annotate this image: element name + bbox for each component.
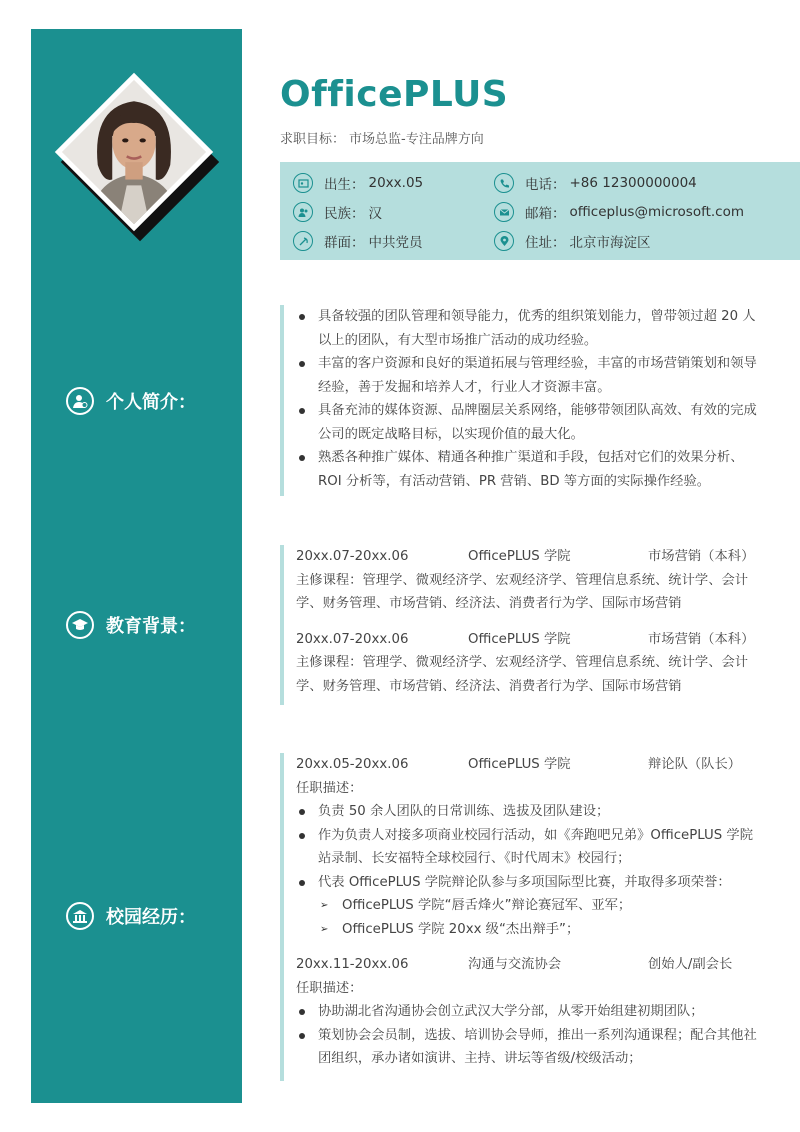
- phone-icon: [494, 173, 514, 193]
- contact-info-bar: [280, 162, 800, 260]
- applicant-name: OfficePLUS: [280, 74, 509, 115]
- avatar: [62, 80, 206, 224]
- profile-section-label: 个人简介：: [66, 387, 196, 415]
- list-item: 熟悉各种推广媒体、精通各种推广渠道和手段，包括对它们的效果分析、ROI 分析等，有活动营销、PR 营销、BD 等方面的实际操作经验。: [296, 446, 766, 493]
- location-icon: [494, 231, 514, 251]
- building-icon: [66, 902, 94, 930]
- profile-section: [280, 305, 770, 496]
- people-icon: [293, 202, 313, 222]
- graduation-cap-icon: [66, 611, 94, 639]
- campus-entry-header: 20xx.05-20xx.06 OfficePLUS 学院 辩论队（队长）: [296, 757, 742, 772]
- party-icon: [293, 231, 313, 251]
- campus-desc-label: 任职描述：: [296, 980, 363, 996]
- list-item: 具备充沛的媒体资源、品牌圈层关系网络，能够带领团队高效、有效的完成公司的既定战略目标，以实现价值的最大化。: [296, 399, 766, 446]
- education-section-label: 教育背景：: [66, 611, 196, 639]
- info-email: 邮箱： officeplus@microsoft.com: [494, 202, 744, 222]
- job-target: 求职目标： 市场总监-专注品牌方向: [280, 132, 484, 147]
- education-courses: 主修课程：管理学、微观经济学、宏观经济学、管理信息系统、统计学、会计学、财务管理、市场营销、经济法、消费者行为学、国际市场营销: [296, 572, 749, 611]
- mail-icon: [494, 202, 514, 222]
- education-courses: 主修课程：管理学、微观经济学、宏观经济学、管理信息系统、统计学、会计学、财务管理、市场营销、经济法、消费者行为学、国际市场营销: [296, 655, 749, 694]
- campus-section-label: 校园经历：: [66, 902, 196, 930]
- list-item: 代表 OfficePLUS 学院辩论队参与多项国际型比赛，并取得多项荣誉：: [296, 871, 766, 895]
- list-item: 负责 50 余人团队的日常训练、选拔及团队建设；: [296, 800, 766, 824]
- list-item: 具备较强的团队管理和领导能力，优秀的组织策划能力，曾带领过超 20 人以上的团队，有大型市场推广活动的成功经验。: [296, 305, 766, 352]
- list-item: 策划协会会员制，选拔、培训协会导师，推出一系列沟通课程；配合其他社团组织，承办诸如演讲、主持、讲坛等省级/校级活动；: [296, 1024, 766, 1071]
- list-item: 作为负责人对接多项商业校园行活动，如《奔跑吧兄弟》OfficePLUS 学院站录制、长安福特全球校园行、《时代周末》校园行；: [296, 824, 766, 871]
- education-entry-header: 20xx.07-20xx.06 OfficePLUS 学院 市场营销（本科）: [296, 549, 755, 564]
- campus-desc-label: 任职描述：: [296, 780, 363, 796]
- education-section: [280, 545, 770, 705]
- info-birth: 出生： 20xx.05: [293, 173, 423, 193]
- user-icon: [66, 387, 94, 415]
- info-address: 住址： 北京市海淀区: [494, 231, 651, 251]
- profile-photo: [67, 87, 227, 247]
- list-item: 协助湖北省沟通协会创立武汉大学分部，从零开始组建初期团队；: [296, 1000, 766, 1024]
- sub-list-item: ➢ OfficePLUS 学院“唇舌烽火”辩论赛冠军、亚军；: [296, 894, 766, 918]
- list-item: 丰富的客户资源和良好的渠道拓展与管理经验，丰富的市场营销策划和领导经验，善于发掘和培养人才，行业人才资源丰富。: [296, 352, 766, 399]
- info-phone: 电话： +86 12300000004: [494, 173, 697, 193]
- campus-entry-header: 20xx.11-20xx.06 沟通与交流协会 创始人/副会长: [296, 957, 733, 972]
- sub-list-item: ➢ OfficePLUS 学院 20xx 级“杰出辩手”；: [296, 918, 766, 942]
- id-card-icon: [293, 173, 313, 193]
- campus-section: [280, 753, 770, 1081]
- info-politics: 群面： 中共党员: [293, 231, 423, 251]
- info-ethnicity: 民族： 汉: [293, 202, 382, 222]
- education-entry-header: 20xx.07-20xx.06 OfficePLUS 学院 市场营销（本科）: [296, 631, 755, 647]
